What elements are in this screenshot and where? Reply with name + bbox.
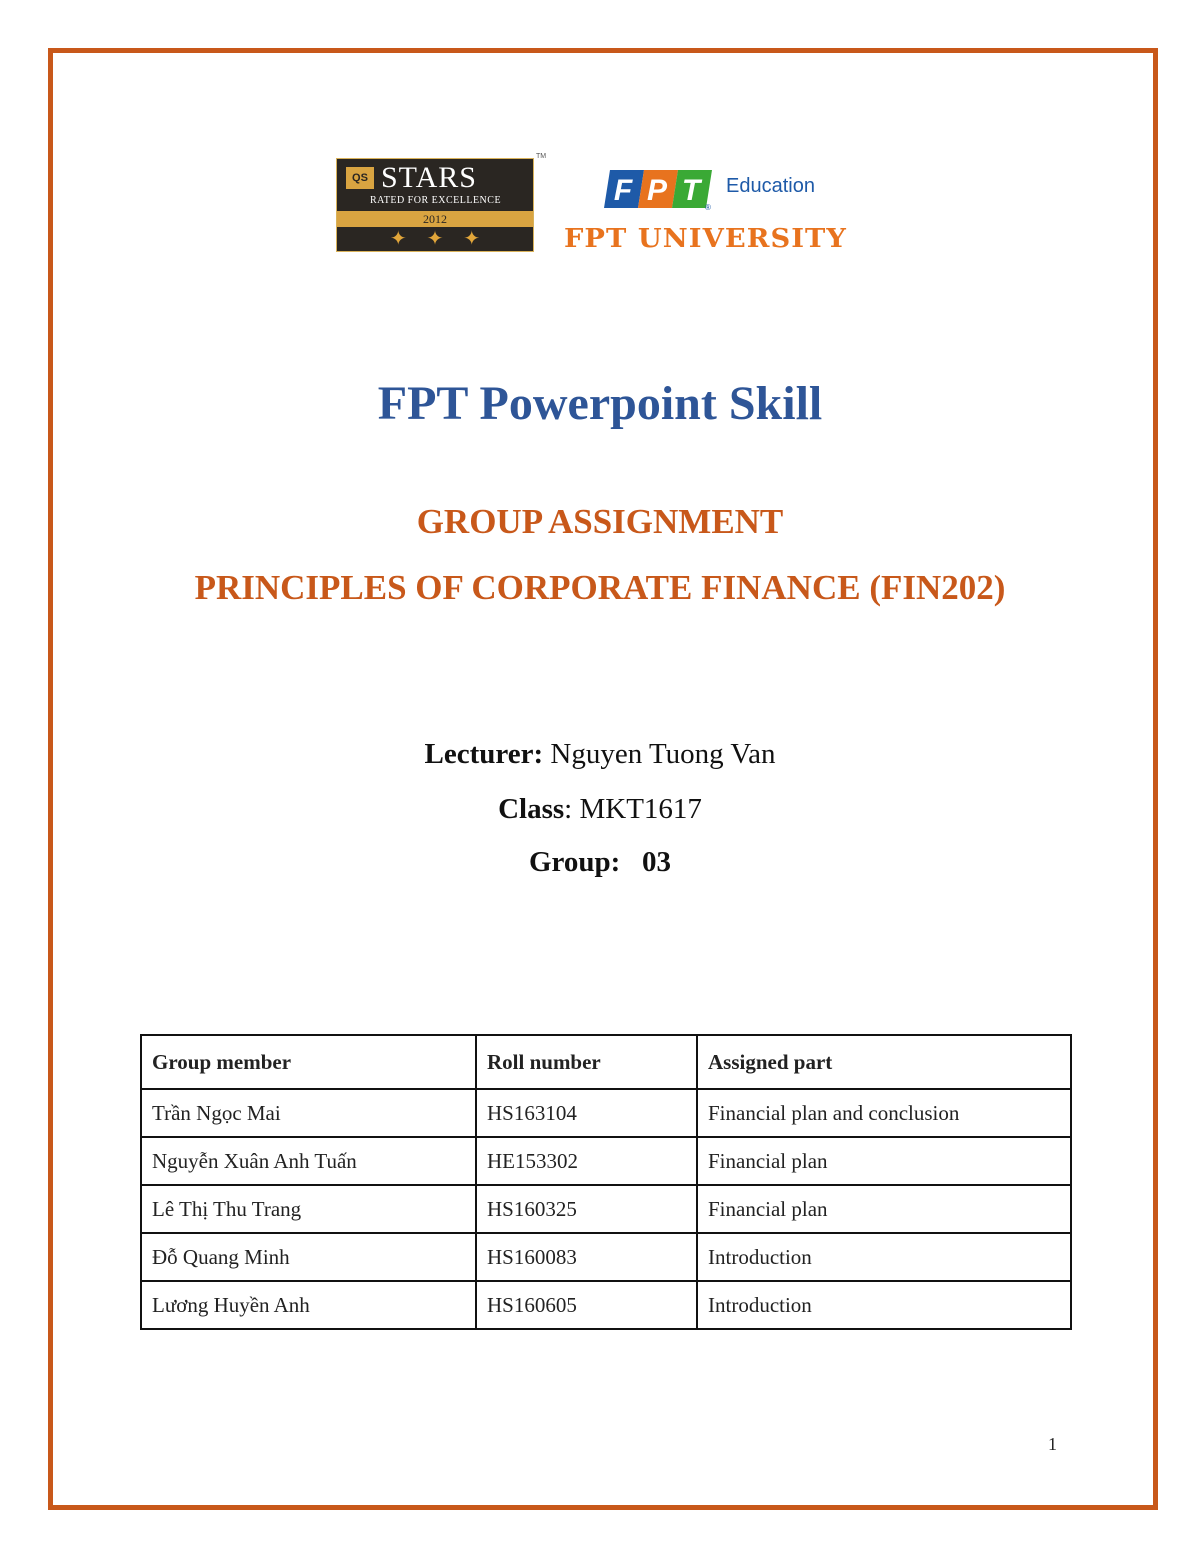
member-name: Nguyễn Xuân Anh Tuấn <box>141 1137 476 1185</box>
assigned-part: Financial plan <box>697 1185 1071 1233</box>
table-row <box>141 1137 1071 1185</box>
lecturer-label: Lecturer: <box>424 738 544 770</box>
star-icon: ✦ <box>426 228 444 250</box>
roll-number: HS160605 <box>476 1281 697 1329</box>
header-group-member: Group member <box>141 1035 476 1089</box>
qs-stars-logo <box>336 158 534 252</box>
table-row <box>141 1089 1071 1137</box>
group-value: 03 <box>642 846 672 878</box>
qs-year: 2012 <box>337 211 533 227</box>
table-row <box>141 1185 1071 1233</box>
page-number: 1 <box>1048 1434 1057 1454</box>
header-roll-number: Roll number <box>476 1035 697 1089</box>
roll-number: HS160083 <box>476 1233 697 1281</box>
fpt-letter-p-tile <box>638 170 678 208</box>
group-label: Group: <box>528 846 621 878</box>
star-icon: ✦ <box>389 228 407 250</box>
group-line <box>0 846 1200 879</box>
document-title: FPT Powerpoint Skill <box>377 377 823 430</box>
member-name: Đỗ Quang Minh <box>141 1233 476 1281</box>
table-header-row <box>141 1035 1071 1089</box>
fpt-logo <box>604 166 714 212</box>
table-row <box>141 1233 1071 1281</box>
qs-trademark: TM <box>536 153 547 160</box>
member-name: Trần Ngọc Mai <box>141 1089 476 1137</box>
fpt-letter-p: P <box>646 174 668 207</box>
assigned-part: Introduction <box>697 1281 1071 1329</box>
class-label: Class <box>498 793 565 825</box>
roll-number: HS163104 <box>476 1089 697 1137</box>
lecturer-line <box>0 738 1200 771</box>
star-icon: ✦ <box>463 228 481 250</box>
qs-rated-text: RATED FOR EXCELLENCE <box>369 195 502 206</box>
qs-stars-word: STARS <box>381 161 477 194</box>
assigned-part: Financial plan and conclusion <box>697 1089 1071 1137</box>
assigned-part: Financial plan <box>697 1137 1071 1185</box>
roll-number: HS160325 <box>476 1185 697 1233</box>
fpt-letter-t: T <box>681 174 701 207</box>
fpt-letter-f-tile <box>604 170 644 208</box>
qs-logo-mark: QS <box>346 167 374 189</box>
member-name: Lương Huyền Anh <box>141 1281 476 1329</box>
fpt-education-text: Education <box>726 175 815 197</box>
member-name: Lê Thị Thu Trang <box>141 1185 476 1233</box>
assignment-heading: GROUP ASSIGNMENT <box>416 502 784 541</box>
lecturer-value: Nguyen Tuong Van <box>550 738 776 770</box>
table-row <box>141 1281 1071 1329</box>
class-value: : MKT1617 <box>564 793 702 825</box>
course-heading: PRINCIPLES OF CORPORATE FINANCE (FIN202) <box>194 568 1006 607</box>
registered-mark: ® <box>705 203 711 212</box>
roll-number: HE153302 <box>476 1137 697 1185</box>
fpt-letter-f: F <box>613 174 633 207</box>
qs-star-row <box>337 229 533 250</box>
fpt-university-text: FPT UNIVERSITY <box>564 224 847 254</box>
header-assigned-part: Assigned part <box>697 1035 1071 1089</box>
group-members-table <box>140 1034 1072 1330</box>
class-line <box>0 793 1200 826</box>
assigned-part: Introduction <box>697 1233 1071 1281</box>
